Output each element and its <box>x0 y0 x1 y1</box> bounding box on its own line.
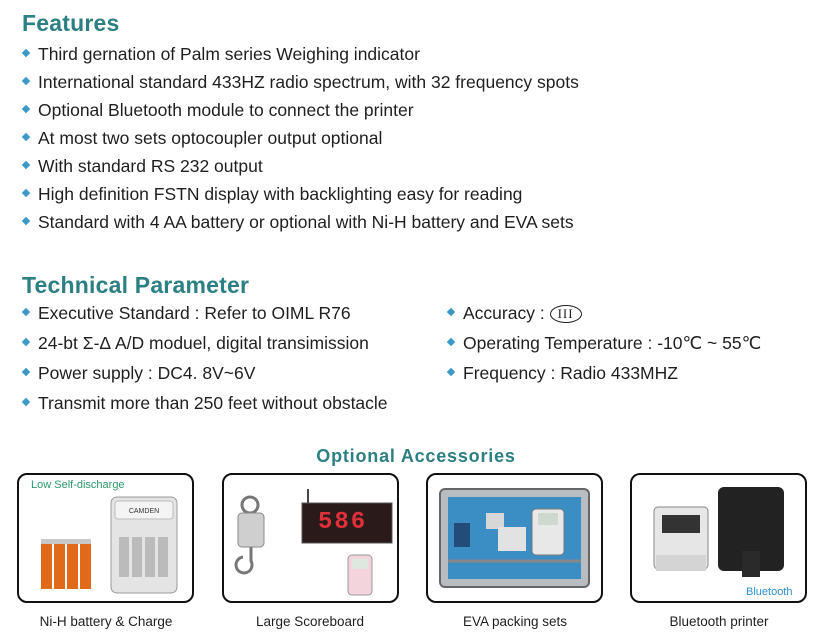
bullet-icon <box>22 77 30 85</box>
technical-list-right <box>447 303 761 393</box>
accessory-card-battery <box>17 473 194 603</box>
technical-item: Transmit more than 250 feet without obstacle <box>22 393 388 423</box>
technical-item: Power supply : DC4. 8V~6V <box>22 363 388 393</box>
bullet-icon <box>447 308 455 316</box>
accessory-card-printer <box>630 473 807 603</box>
features-list <box>22 44 579 240</box>
technical-item: Frequency : Radio 433MHZ <box>447 363 761 393</box>
features-item: Standard with 4 AA battery or optional with Ni-H battery and EVA sets <box>22 212 579 240</box>
accessory-card-scoreboard <box>222 473 399 603</box>
bullet-icon <box>22 308 30 316</box>
bullet-icon <box>22 105 30 113</box>
features-item: Optional Bluetooth module to connect the printer <box>22 100 579 128</box>
features-item: With standard RS 232 output <box>22 156 579 184</box>
technical-item: Executive Standard : Refer to OIML R76 <box>22 303 388 333</box>
bullet-icon <box>22 368 30 376</box>
bullet-icon <box>22 49 30 57</box>
technical-heading: Technical Parameter <box>22 272 250 298</box>
scoreboard-display-readout: 586 <box>318 509 368 536</box>
caption-printer: Bluetooth printer <box>669 614 769 629</box>
battery-charger-image <box>19 475 192 601</box>
bluetooth-printer-image <box>632 475 805 601</box>
accuracy-class-badge: III <box>550 305 582 323</box>
accessory-card-eva <box>426 473 603 603</box>
technical-item: 24-bt Σ-Δ A/D moduel, digital transimission <box>22 333 388 363</box>
caption-scoreboard: Large Scoreboard <box>255 614 365 629</box>
bullet-icon <box>22 161 30 169</box>
bullet-icon <box>22 217 30 225</box>
features-item: Third gernation of Palm series Weighing indicator <box>22 44 579 72</box>
features-item: International standard 433HZ radio spectrum, with 32 frequency spots <box>22 72 579 100</box>
technical-item-accuracy: Accuracy : III <box>447 303 761 333</box>
bluetooth-tag: Bluetooth <box>746 586 793 598</box>
bullet-icon <box>22 338 30 346</box>
features-item: High definition FSTN display with backlighting easy for reading <box>22 184 579 212</box>
features-item: At most two sets optocoupler output optional <box>22 128 579 156</box>
low-self-discharge-tag: Low Self-discharge <box>31 479 125 491</box>
technical-list-left <box>22 303 388 423</box>
technical-item: Operating Temperature : -10℃ ~ 55℃ <box>447 333 761 363</box>
eva-case-image <box>428 475 601 601</box>
bullet-icon <box>447 368 455 376</box>
bullet-icon <box>447 338 455 346</box>
scoreboard-image <box>224 475 397 601</box>
features-heading: Features <box>22 10 120 36</box>
accessories-heading: Optional Accessories <box>316 446 516 466</box>
bullet-icon <box>22 133 30 141</box>
bullet-icon <box>22 398 30 406</box>
caption-eva: EVA packing sets <box>462 614 568 629</box>
svg-text:CAMDEN: CAMDEN <box>128 508 160 515</box>
bullet-icon <box>22 189 30 197</box>
caption-battery: Ni-H battery & Charge <box>39 614 173 629</box>
